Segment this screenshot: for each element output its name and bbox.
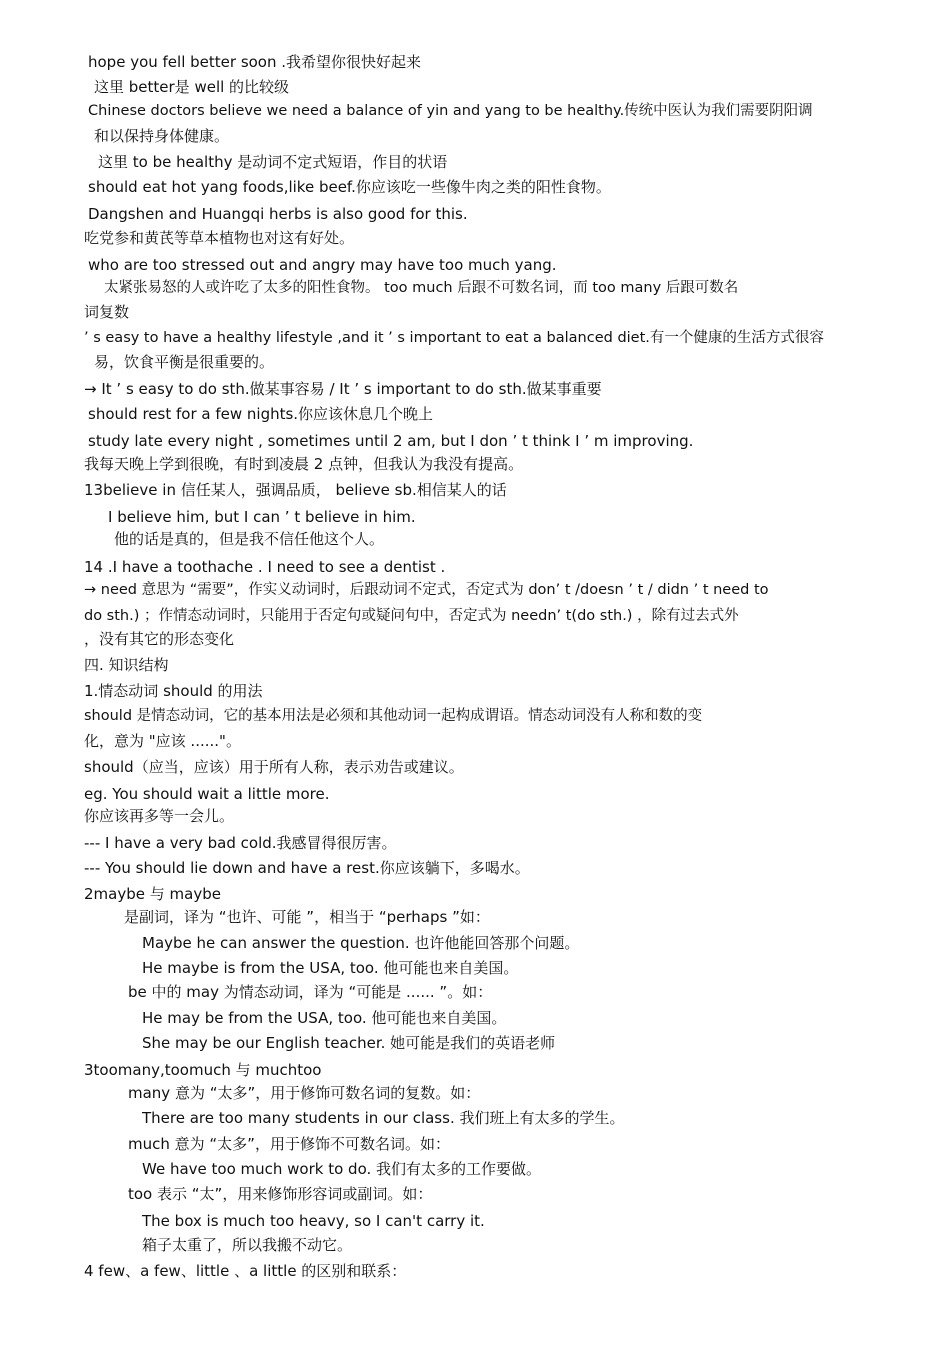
text-line: --- You should lie down and have a rest.你应该躺下，多喝水。 bbox=[84, 859, 530, 877]
text-line: do sth.) ；作情态动词时，只能用于否定句或疑问句中，否定式为 needn’ t(do sth.) ，除有过去式外 bbox=[84, 608, 739, 624]
text-line: 吃党参和黄芪等草本植物也对这有好处。 bbox=[84, 229, 355, 247]
text-line: 这里 better是 well 的比较级 bbox=[94, 78, 290, 96]
text-line: ，没有其它的形态变化 bbox=[84, 630, 235, 648]
text-line: too 表示 “太”，用来修饰形容词或副词。如： bbox=[128, 1185, 433, 1203]
text-line: should eat hot yang foods,like beef.你应该吃一些像牛肉之类的阳性食物。 bbox=[88, 178, 611, 196]
text-line: 是副词，译为 “也许、可能 ”，相当于 “perhaps ”如： bbox=[124, 908, 490, 926]
text-line: 你应该再多等一会儿。 bbox=[84, 807, 235, 825]
text-line: 和以保持身体健康。 bbox=[94, 127, 230, 145]
text-line: 13believe in 信任某人，强调品质， believe sb.相信某人的话 bbox=[84, 481, 507, 499]
text-line: She may be our English teacher. 她可能是我们的英语老师 bbox=[142, 1034, 556, 1052]
text-line: be 中的 may 为情态动词，译为 “可能是 ...... ”。如： bbox=[128, 983, 493, 1001]
text-line: He maybe is from the USA, too. 他可能也来自美国。 bbox=[142, 959, 519, 977]
text-line: We have too much work to do. 我们有太多的工作要做。 bbox=[142, 1160, 542, 1178]
text-line: The box is much too heavy, so I can't carry it. bbox=[142, 1212, 485, 1230]
text-line: 我每天晚上学到很晚，有时到凌晨 2 点钟，但我认为我没有提高。 bbox=[84, 455, 524, 473]
text-line: much 意为 “太多”，用于修饰不可数名词。如： bbox=[128, 1135, 450, 1153]
text-line: 太紧张易怒的人或许吃了太多的阳性食物。 too much 后跟不可数名词，而 too many 后跟可数名 bbox=[104, 280, 739, 296]
text-line: study late every night , sometimes until 2 am, but I don ’ t think I ’ m improving. bbox=[88, 432, 694, 450]
text-line: → It ’ s easy to do sth.做某事容易 / It ’ s important to do sth.做某事重要 bbox=[84, 380, 602, 398]
text-line: 1.情态动词 should 的用法 bbox=[84, 682, 263, 700]
text-line: who are too stressed out and angry may have too much yang. bbox=[88, 256, 557, 274]
text-line: ’ s easy to have a healthy lifestyle ,and it ’ s important to eat a balanced diet.有一个健康的生活方式很容 bbox=[84, 330, 824, 346]
text-line: 这里 to be healthy 是动词不定式短语，作目的状语 bbox=[98, 153, 448, 171]
text-line: 易，饮食平衡是很重要的。 bbox=[94, 353, 275, 371]
text-line: Chinese doctors believe we need a balance of yin and yang to be healthy.传统中医认为我们需要阴阳调 bbox=[88, 103, 813, 119]
text-line: --- I have a very bad cold.我感冒得很厉害。 bbox=[84, 834, 397, 852]
text-line: many 意为 “太多”，用于修饰可数名词的复数。如： bbox=[128, 1084, 481, 1102]
text-line: 2maybe 与 maybe bbox=[84, 885, 221, 903]
text-line: should 是情态动词，它的基本用法是必须和其他动词一起构成谓语。情态动词没有人称和数的变 bbox=[84, 708, 703, 724]
text-line: eg. You should wait a little more. bbox=[84, 785, 330, 803]
text-line: Dangshen and Huangqi herbs is also good for this. bbox=[88, 205, 468, 223]
text-line: 他的话是真的，但是我不信任他这个人。 bbox=[114, 530, 385, 548]
text-line: 3toomany,toomuch 与 muchtoo bbox=[84, 1061, 322, 1079]
text-line: 词复数 bbox=[84, 303, 130, 321]
text-line: There are too many students in our class. 我们班上有太多的学生。 bbox=[142, 1109, 625, 1127]
text-line: 箱子太重了，所以我搬不动它。 bbox=[142, 1236, 353, 1254]
text-line: should rest for a few nights.你应该休息几个晚上 bbox=[88, 405, 434, 423]
text-line: 四. 知识结构 bbox=[84, 656, 169, 674]
text-line: should（应当，应该）用于所有人称，表示劝告或建议。 bbox=[84, 758, 464, 776]
text-line: 化，意为 "应该 ......"。 bbox=[84, 732, 241, 750]
text-line: I believe him, but I can ’ t believe in him. bbox=[108, 508, 416, 526]
text-line: Maybe he can answer the question. 也许他能回答那个问题。 bbox=[142, 934, 580, 952]
text-line: He may be from the USA, too. 他可能也来自美国。 bbox=[142, 1009, 507, 1027]
text-line: 4 few、a few、little 、a little 的区别和联系： bbox=[84, 1262, 407, 1280]
text-line: hope you fell better soon .我希望你很快好起来 bbox=[88, 53, 422, 71]
text-line: → need 意思为 “需要”，作实义动词时，后跟动词不定式，否定式为 don’ t /doesn ’ t / didn ’ t need to bbox=[84, 582, 769, 598]
text-line: 14 .I have a toothache . I need to see a dentist . bbox=[84, 558, 446, 576]
